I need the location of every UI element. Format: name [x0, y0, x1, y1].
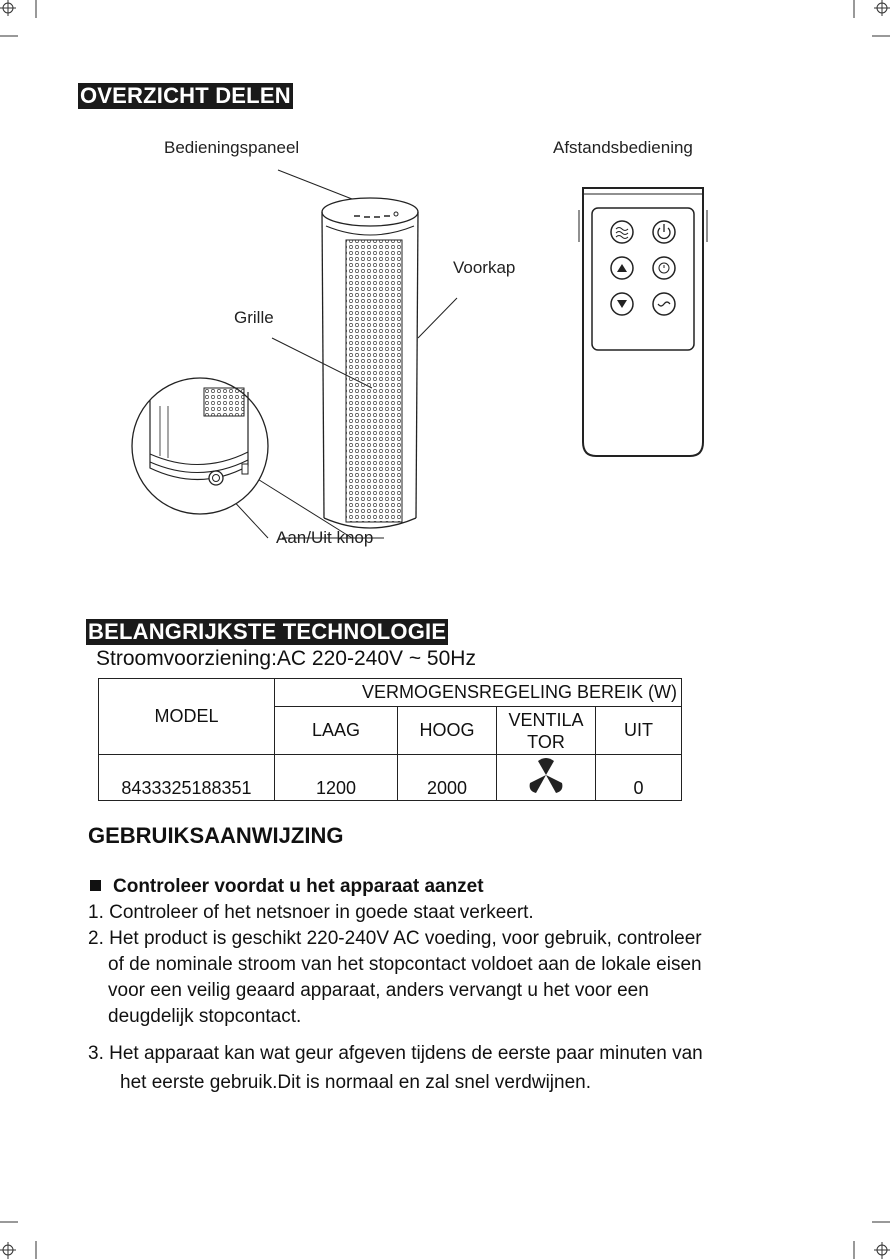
col-high: HOOG — [398, 707, 497, 755]
heater-illustration — [120, 160, 460, 560]
cell-low: 1200 — [275, 755, 398, 801]
fan-icon — [524, 755, 568, 795]
spec-table — [98, 678, 682, 801]
cell-model: 8433325188351 — [99, 755, 275, 801]
power-supply-text: Stroomvoorziening:AC 220-240V ~ 50Hz — [96, 647, 476, 670]
cell-fan — [497, 755, 596, 801]
check-title: Controleer voordat u het apparaat aanzet — [113, 876, 484, 897]
zoom-detail — [132, 378, 268, 514]
model-header: MODEL — [99, 679, 275, 755]
label-grille: Grille — [234, 308, 274, 327]
remote-timer-button — [653, 257, 675, 279]
square-bullet-icon — [90, 880, 101, 891]
remote-down-button — [611, 293, 633, 315]
technology-heading: BELANGRIJKSTE TECHNOLOGIE — [88, 619, 447, 644]
usage-heading: GEBRUIKSAANWIJZING — [88, 823, 344, 848]
check-title-row — [90, 876, 484, 898]
remote-oscillate-button — [611, 221, 633, 243]
remote-up-button — [611, 257, 633, 279]
instruction-1: 1. Controleer of het netsnoer in goede staat verkeert. — [88, 902, 534, 923]
remote-power-button — [653, 221, 675, 243]
instruction-2-cont-c: deugdelijk stopcontact. — [108, 1006, 302, 1027]
cell-high: 2000 — [398, 755, 497, 801]
col-fan: VENTILA TOR — [497, 707, 596, 755]
col-low: LAAG — [275, 707, 398, 755]
label-power-switch: Aan/Uit knop — [276, 528, 374, 547]
overview-heading: OVERZICHT DELEN — [80, 83, 291, 108]
leader-front-cover — [418, 298, 457, 338]
col-off: UIT — [596, 707, 682, 755]
instruction-3-cont: het eerste gebruik.Dit is normaal en zal snel verdwijnen. — [120, 1072, 592, 1093]
remote-body — [579, 188, 707, 456]
instruction-2-cont-a: of de nominale stroom van het stopcontact voldoet aan de lokale eisen — [108, 954, 702, 975]
label-control-panel: Bedieningspaneel — [164, 138, 300, 157]
heater-body — [322, 198, 418, 528]
instruction-3: 3. Het apparaat kan wat geur afgeven tijdens de eerste paar minuten van — [88, 1043, 703, 1064]
instruction-2: 2. Het product is geschikt 220-240V AC voeding, voor gebruik, controleer — [88, 928, 702, 949]
cell-off: 0 — [596, 755, 682, 801]
remote-eco-button — [653, 293, 675, 315]
instruction-2-cont-b: voor een veilig geaard apparaat, anders vervangt u het voor een — [108, 980, 649, 1001]
leader-power-switch-2 — [256, 478, 352, 538]
range-header: VERMOGENSREGELING BEREIK (W) — [275, 679, 682, 707]
label-remote: Afstandsbediening — [553, 138, 693, 157]
label-front-cover: Voorkap — [453, 258, 516, 277]
remote-illustration — [570, 180, 720, 470]
